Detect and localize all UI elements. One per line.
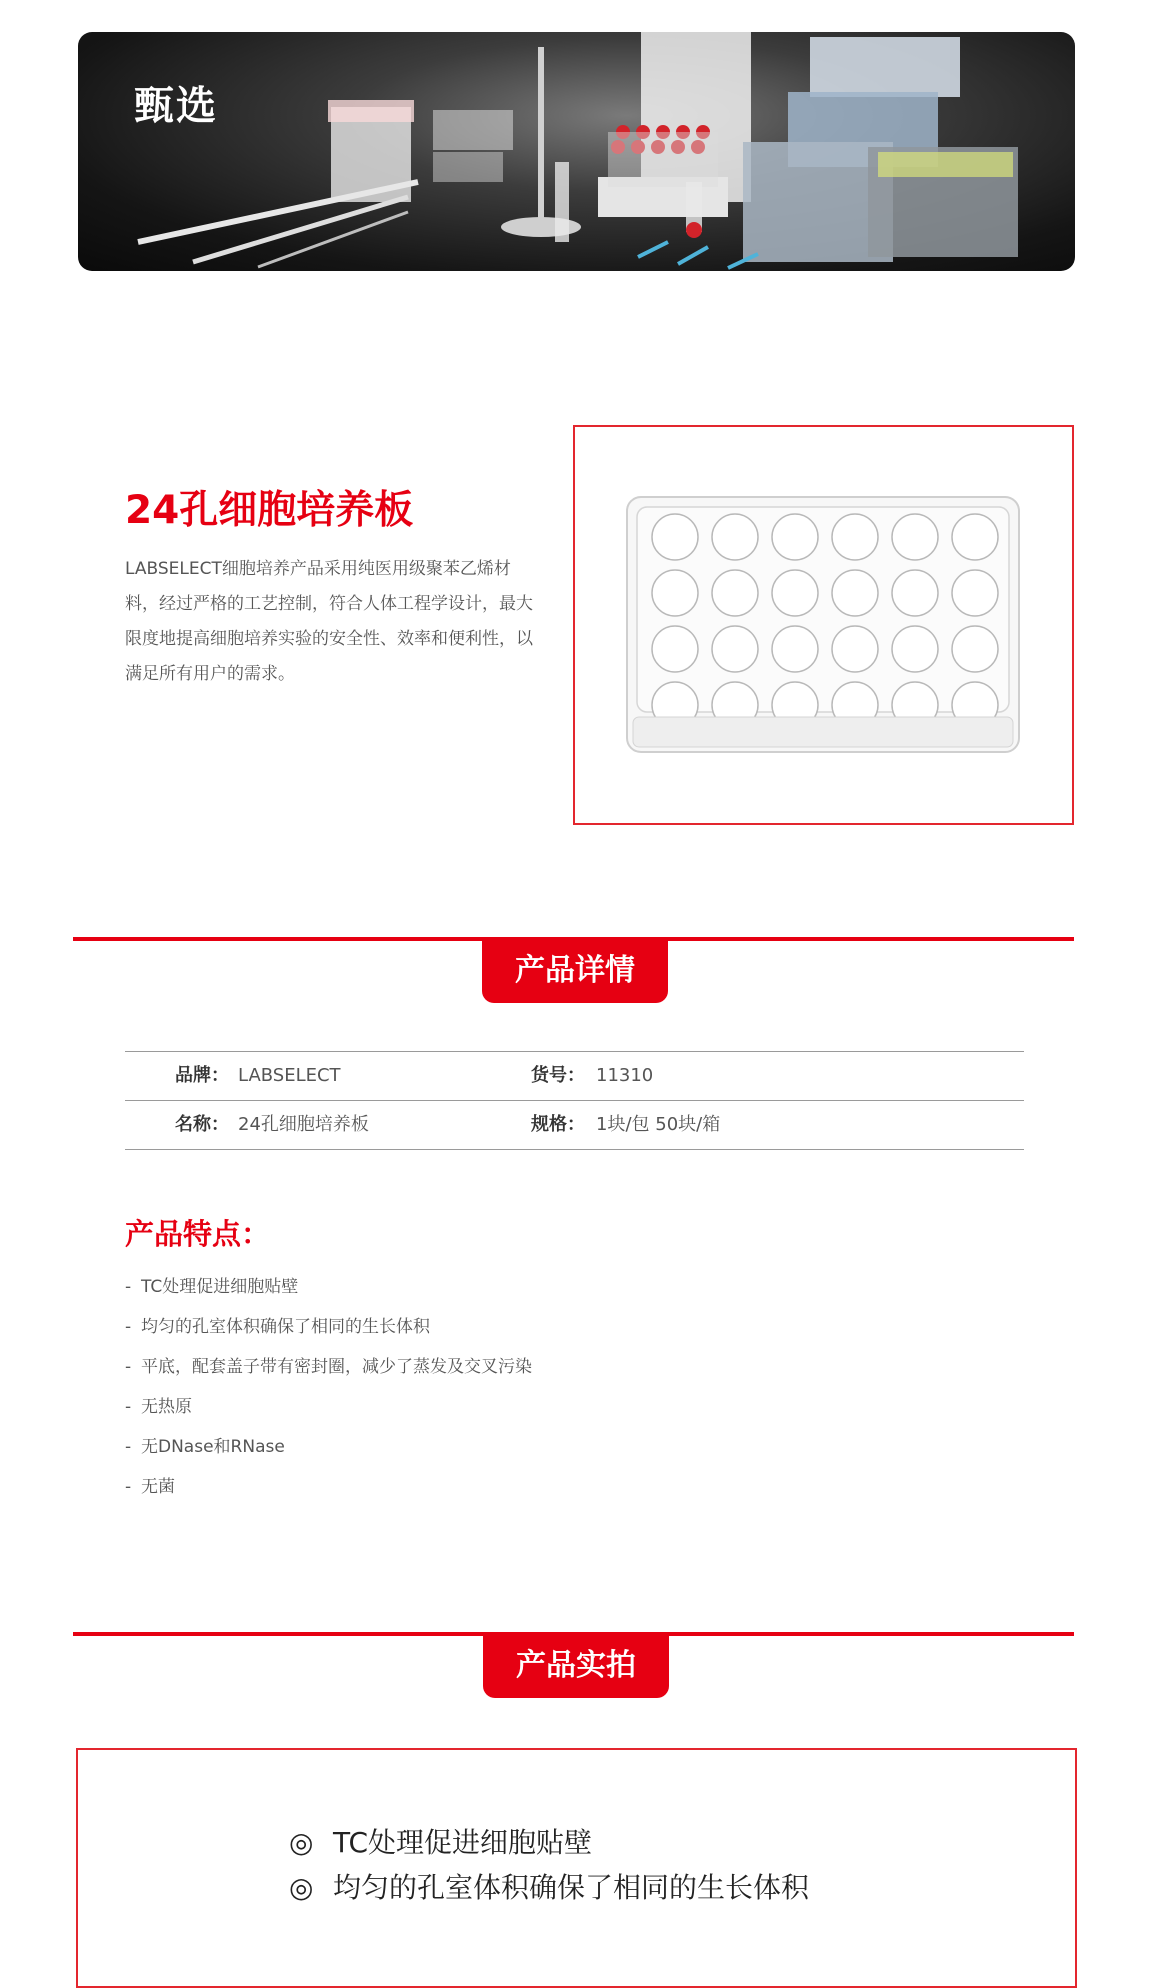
spec-table xyxy=(125,1051,1024,1150)
culture-plate-image xyxy=(623,489,1023,759)
list-item: - 无DNase和RNase xyxy=(125,1437,285,1457)
product-title: 24孔细胞培养板 xyxy=(125,488,414,533)
product-description: LABSELECT细胞培养产品采用纯医用级聚苯乙烯材料，经过严格的工艺控制，符合人体工程学设计，最大限度地提高细胞培养实验的安全性、效率和便利性，以满足所有用户的需求。 xyxy=(125,559,533,684)
table-row xyxy=(125,1052,1024,1101)
spec-value: LABSELECT xyxy=(238,1065,341,1086)
product-image-frame xyxy=(573,425,1074,825)
list-item: ◎ TC处理促进细胞贴壁 xyxy=(289,1820,809,1865)
product-photo-frame xyxy=(76,1748,1077,1988)
list-item: - 均匀的孔室体积确保了相同的生长体积 xyxy=(125,1317,430,1337)
spec-value: 24孔细胞培养板 xyxy=(238,1114,369,1135)
lab-products-image xyxy=(78,32,1075,271)
photos-section-tab: 产品实拍 xyxy=(483,1634,669,1698)
spec-value: 1块/包 50块/箱 xyxy=(596,1114,721,1135)
circle-bullet-icon: ◎ xyxy=(289,1871,314,1904)
circle-bullet-icon: ◎ xyxy=(289,1826,314,1859)
list-item: - 无热原 xyxy=(125,1397,192,1417)
list-item: - TC处理促进细胞贴壁 xyxy=(125,1277,299,1297)
spec-label: 货号： xyxy=(531,1065,585,1086)
photo-bullet-list xyxy=(289,1820,809,1910)
spec-label: 规格： xyxy=(531,1114,585,1135)
details-section-tab: 产品详情 xyxy=(482,939,668,1003)
brand-logo-text: 甄选 xyxy=(134,83,218,129)
spec-label: 品牌： xyxy=(175,1065,229,1086)
spec-value: 11310 xyxy=(596,1065,654,1086)
features-list xyxy=(125,1267,532,1507)
list-item: - 无菌 xyxy=(125,1477,175,1497)
list-item: ◎ 均匀的孔室体积确保了相同的生长体积 xyxy=(289,1865,809,1910)
list-item: - 平底，配套盖子带有密封圈，减少了蒸发及交叉污染 xyxy=(125,1357,532,1377)
spec-label: 名称： xyxy=(175,1114,229,1135)
hero-banner xyxy=(78,32,1075,271)
table-row xyxy=(125,1101,1024,1150)
features-title: 产品特点： xyxy=(125,1217,271,1251)
